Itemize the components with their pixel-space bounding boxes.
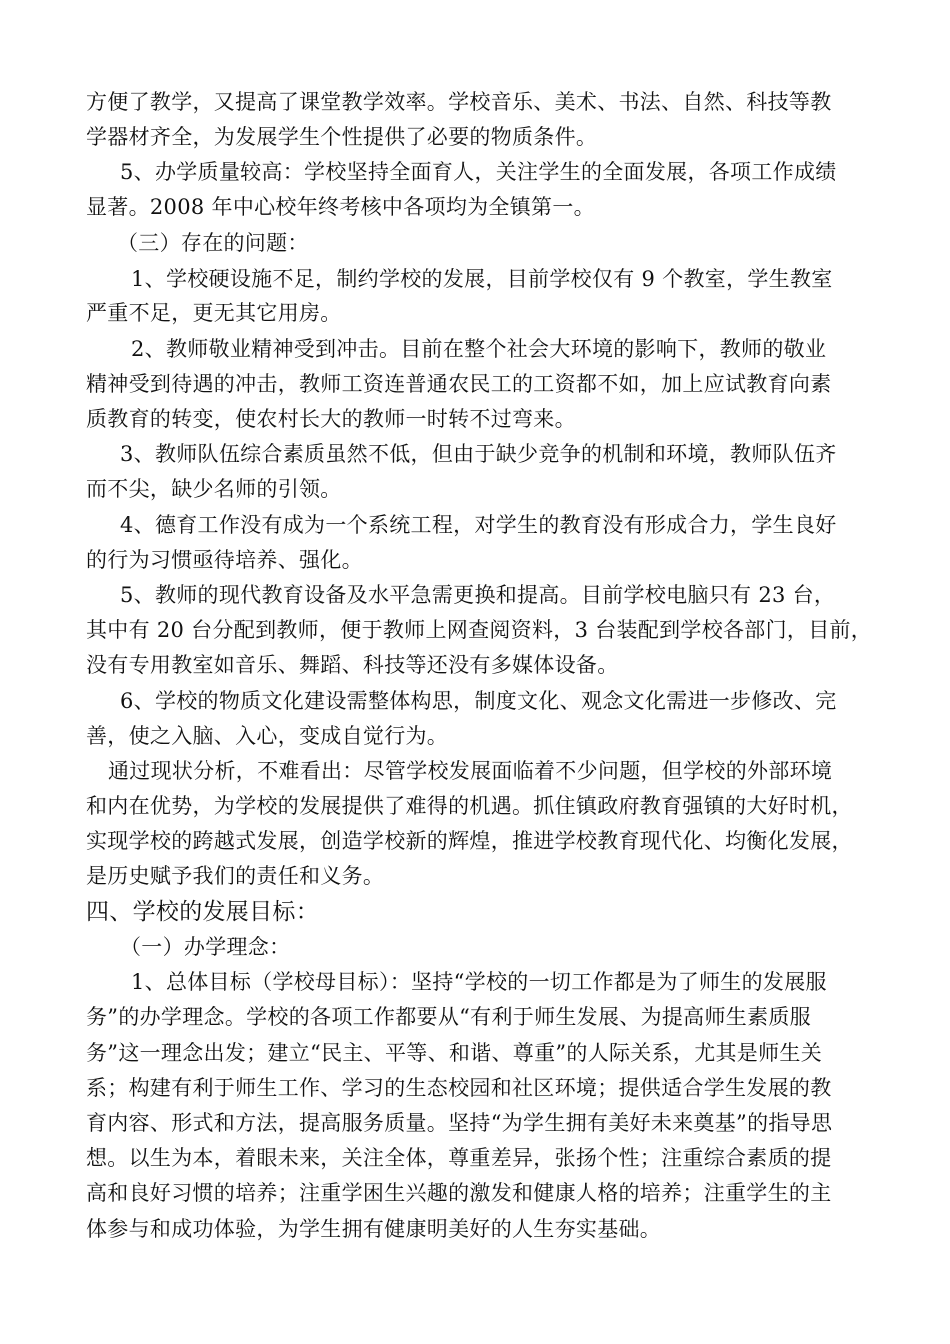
body-text-line: 6、学校的物质文化建设需整体构思，制度文化、观念文化需进一步修改、完 bbox=[120, 689, 837, 713]
section-heading: 四、学校的发展目标： bbox=[86, 899, 319, 925]
body-text-line: 4、德育工作没有成为一个系统工程，对学生的教育没有形成合力，学生良好 bbox=[120, 513, 837, 537]
body-text-line: 而不尖，缺少名师的引领。 bbox=[86, 477, 342, 501]
body-text-line: 实现学校的跨越式发展，创造学校新的辉煌，推进学校教育现代化、均衡化发展， bbox=[86, 829, 853, 853]
body-text-line: 1、总体目标（学校母目标）：坚持“学校的一切工作都是为了师生的发展服 bbox=[131, 970, 827, 994]
body-text-line: 通过现状分析，不难看出：尽管学校发展面临着不少问题，但学校的外部环境 bbox=[108, 759, 833, 783]
body-text-line: 3、教师队伍综合素质虽然不低，但由于缺少竞争的机制和环境，教师队伍齐 bbox=[120, 442, 837, 466]
subsection-heading: （一）办学理念： bbox=[120, 935, 291, 959]
body-text-line: 5、教师的现代教育设备及水平急需更换和提高。目前学校电脑只有 23 台， bbox=[120, 583, 836, 607]
body-text-line: 务”这一理念出发；建立“民主、平等、和谐、尊重”的人际关系，尤其是师生关 bbox=[86, 1041, 823, 1065]
body-text-line: 的行为习惯亟待培养、强化。 bbox=[86, 548, 363, 572]
body-text-line: 系；构建有利于师生工作、学习的生态校园和社区环境；提供适合学生发展的教 bbox=[86, 1076, 832, 1100]
body-text-line: 5、办学质量较高：学校坚持全面育人，关注学生的全面发展，各项工作成绩 bbox=[120, 160, 837, 184]
body-text-line: 是历史赋予我们的责任和义务。 bbox=[86, 864, 385, 888]
body-text-line: 务”的办学理念。学校的各项工作都要从“有利于师生发展、为提高师生素质服 bbox=[86, 1005, 811, 1029]
body-text-line: 体参与和成功体验，为学生拥有健康明美好的人生夯实基础。 bbox=[86, 1217, 662, 1241]
body-text-line: 严重不足，更无其它用房。 bbox=[86, 301, 342, 325]
body-text-line: 善，使之入脑、入心，变成自觉行为。 bbox=[86, 724, 449, 748]
body-text-line: 想。以生为本，着眼未来，关注全体，尊重差异，张扬个性；注重综合素质的提 bbox=[86, 1146, 832, 1170]
body-text-line: 1、学校硬设施不足，制约学校的发展，目前学校仅有 9 个教室，学生教室 bbox=[131, 267, 833, 291]
body-text-line: 育内容、形式和方法，提高服务质量。坚持“为学生拥有美好未来奠基”的指导思 bbox=[86, 1111, 833, 1135]
body-text-line: 质教育的转变，使农村长大的教师一时转不过弯来。 bbox=[86, 407, 576, 431]
body-text-line: 2、教师敬业精神受到冲击。目前在整个社会大环境的影响下，教师的敬业 bbox=[131, 337, 827, 361]
body-text-line: 显著。2008 年中心校年终考核中各项均为全镇第一。 bbox=[86, 195, 595, 219]
body-text-line: 没有专用教室如音乐、舞蹈、科技等还没有多媒体设备。 bbox=[86, 653, 619, 677]
body-text-line: 和内在优势，为学校的发展提供了难得的机遇。抓住镇政府教育强镇的大好时机， bbox=[86, 794, 853, 818]
body-text-line: 高和良好习惯的培养；注重学困生兴趣的激发和健康人格的培养；注重学生的主 bbox=[86, 1181, 832, 1205]
subsection-heading: （三）存在的问题： bbox=[117, 231, 309, 255]
body-text-line: 方便了教学，又提高了课堂教学效率。学校音乐、美术、书法、自然、科技等教 bbox=[86, 90, 832, 114]
body-text-line: 学器材齐全，为发展学生个性提供了必要的物质条件。 bbox=[86, 125, 598, 149]
body-text-line: 精神受到待遇的冲击，教师工资连普通农民工的工资都不如，加上应试教育向素 bbox=[86, 372, 832, 396]
body-text-line: 其中有 20 台分配到教师，便于教师上网查阅资料，3 台装配到学校各部门，目前， bbox=[86, 618, 873, 642]
